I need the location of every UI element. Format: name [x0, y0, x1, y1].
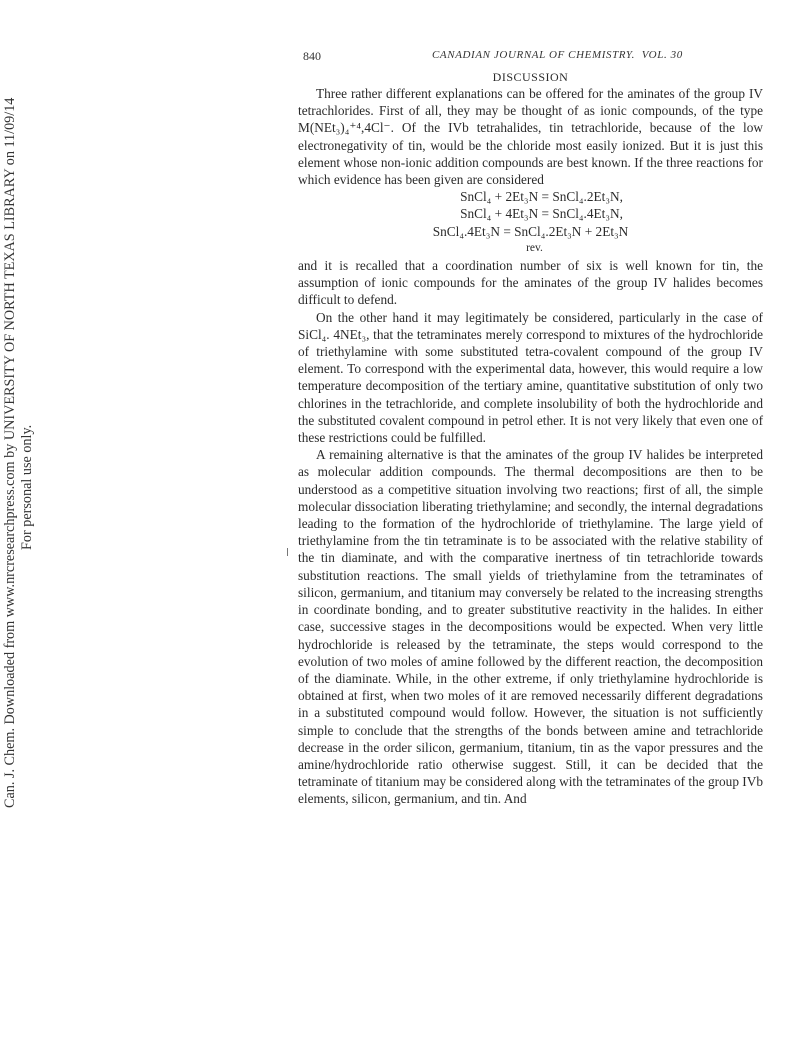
running-header: [298, 48, 763, 66]
equation-1: SnCl₄ + 2Et₃N = SnCl₄.2Et₃N,: [460, 189, 623, 205]
volume-label: VOL. 30: [641, 49, 683, 61]
section-title: DISCUSSION: [492, 70, 569, 84]
page-content: [298, 48, 763, 808]
watermark-line-1: Can. J. Chem. Downloaded from www.nrcresearchpress.com by UNIVERSITY OF NORTH TEXAS LIBRARY on 11/09/14: [2, 97, 18, 808]
page-number: 840: [303, 49, 321, 63]
equation-2: SnCl₄ + 4Et₃N = SnCl₄.4Et₃N,: [460, 206, 623, 222]
paragraph-4: A remaining alternative is that the aminates of the group IV halides be interpreted as molecular addition compounds. The thermal decompositions are then to be understood as a competitive situation involving two reactions; first of all, the simple molecular dissociation liberating triethylamine; and secondly, the internal degradations leading to the formation of the hydrochloride of triethylamine. The large yield of triethylamine from the tin tetraminate is to be associated with the relative stability of the tin diaminate, and with the comparative inertness of tin tetrachloride towards substitution reactions. The small yields of triethylamine from the tetraminates of silicon, germanium, and titanium may conversely be related to the increasing strengths in coordinate bonding, and to greater substitutive reactivity in the halides. In either case, successive stages in the decompositions would be expected. When very little hydrochloride is released by the tetraminate, the steps would correspond to the evolution of two moles of amine followed by the different reaction, the decomposition of the diaminate. While, in the other extreme, if only triethylamine hydrochloride is obtained at first, when two moles of it are removed necessarily different degradations in a substituted compound would follow. However, the situation is not sufficiently simple to conclude that the strengths of the bonds between amine and tetrachloride decrease in the order silicon, germanium, titanium, tin as the vapor pressures and the amine/hydrochloride ratio otherwise suggest. Still, it can be decided that the tetraminate of titanium may be considered along with the tetraminates of the group IVb elements, silicon, germanium, and tin. And: [298, 447, 763, 807]
equation-block: [298, 188, 763, 257]
equation-3: SnCl₄.4Et₃N = SnCl₄.2Et₃N + 2Et₃N: [432, 223, 629, 239]
journal-title: [432, 49, 683, 61]
paragraph-2: and it is recalled that a coordination number of six is well known for tin, the assumption of ionic compounds for the aminates of the group IV halides becomes difficult to defend.: [298, 258, 763, 308]
margin-tick: [287, 548, 288, 556]
watermark-line-2: For personal use only.: [19, 424, 35, 550]
journal-name: CANADIAN JOURNAL OF CHEMISTRY.: [432, 49, 635, 61]
paragraph-3: On the other hand it may legitimately be considered, particularly in the case of SiCl₄. 4NEt₃, that the tetraminates merely correspond to mixtures of the hydrochloride of triethylamine with some substituted tetra-covalent compound of the group IV element. To correspond with the experimental data, however, this would require a low temperature decomposition of the tertiary amine, quantitative substitution of only two chlorines in the tetrachloride, and complete insolubility of both the hydrochloride and the substituted covalent compound in petrol ether. It is not very likely that even one of these restrictions could be fulfilled.: [298, 309, 763, 446]
equation-rev-note: rev.: [526, 241, 543, 254]
paragraph-1: Three rather different explanations can be offered for the aminates of the group IV tetrachlorides. First of all, they may be thought of as ionic compounds, of the type M(NEt₃)₄⁺⁴,4Cl⁻. Of the IVb tetrahalides, tin tetrachloride, because of the low electronegativity of tin, would be the chloride most easily ionized. But it is just this element whose non-ionic addition compounds are best known. If the three reactions for which evidence has been given are considered: [298, 86, 763, 188]
